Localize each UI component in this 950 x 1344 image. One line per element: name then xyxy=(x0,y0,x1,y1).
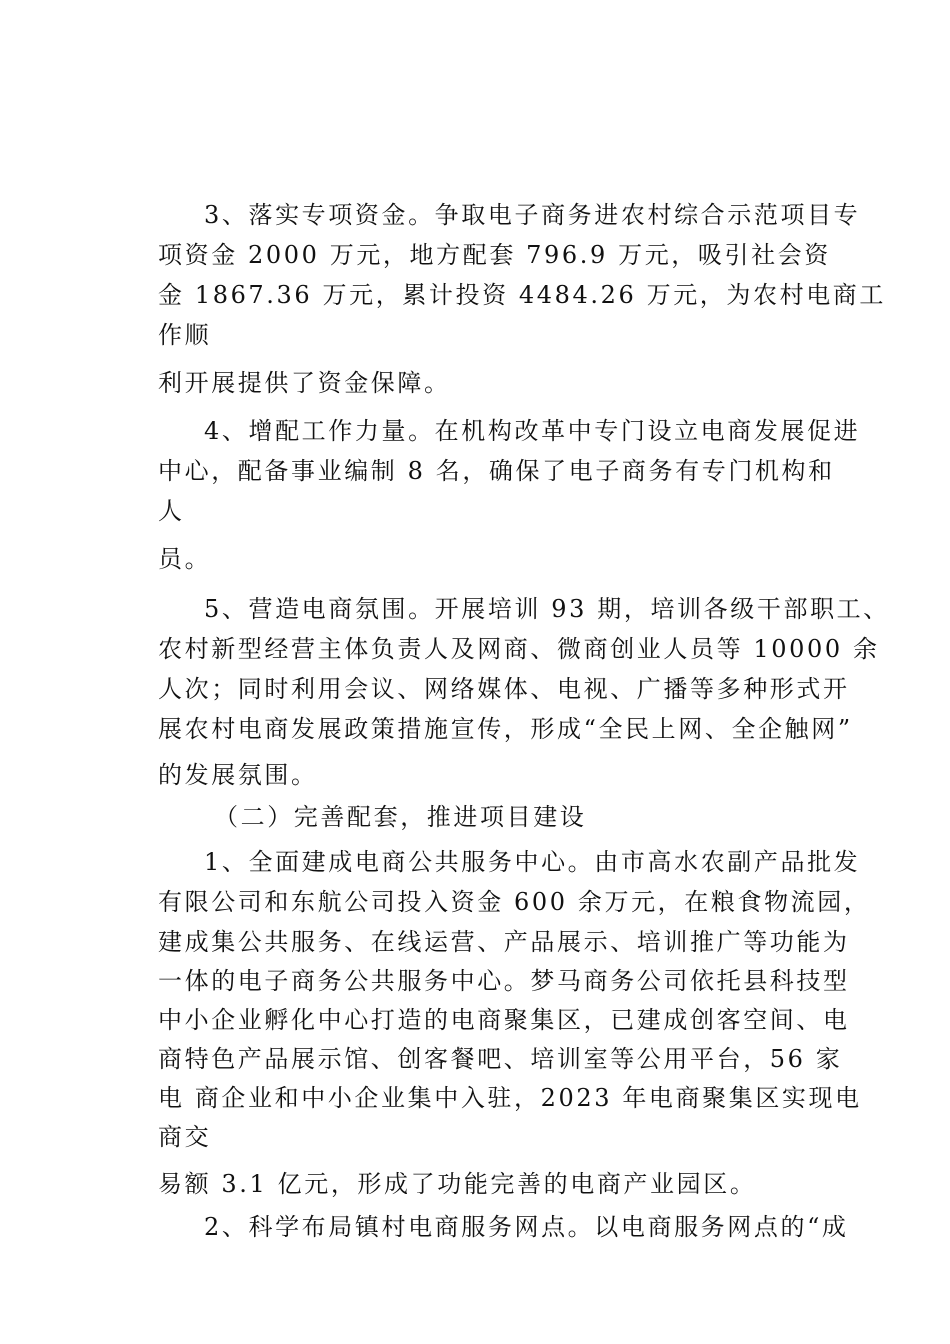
text-line: 4、增配工作力量。在机构改革中专门设立电商发展促进 xyxy=(204,417,861,445)
text-line: 人 xyxy=(158,497,185,525)
text-line: 作顺 xyxy=(158,321,212,349)
text-line: 有限公司和东航公司投入资金 600 余万元，在粮食物流园， xyxy=(158,888,871,916)
text-line: 展农村电商发展政策措施宣传，形成“全民上网、全企触网” xyxy=(158,715,853,743)
text-line: 农村新型经营主体负责人及网商、微商创业人员等 10000 余 xyxy=(158,635,880,663)
text-line: 金 1867.36 万元，累计投资 4484.26 万元，为农村电商工 xyxy=(158,281,887,309)
text-line: 利开展提供了资金保障。 xyxy=(158,369,451,397)
text-line: 的发展氛围。 xyxy=(158,761,318,789)
text-line: 中小企业孵化中心打造的电商聚集区，已建成创客空间、电 xyxy=(158,1006,850,1034)
text-line: 电 商企业和中小企业集中入驻，2023 年电商聚集区实现电 xyxy=(158,1084,862,1112)
text-line: 员。 xyxy=(158,545,212,573)
text-line: 项资金 2000 万元，地方配套 796.9 万元，吸引社会资 xyxy=(158,241,831,269)
section-heading: （二）完善配套，推进项目建设 xyxy=(214,803,587,831)
text-line: 人次；同时利用会议、网络媒体、电视、广播等多种形式开 xyxy=(158,675,850,703)
text-line: 商交 xyxy=(158,1123,212,1151)
text-line: 建成集公共服务、在线运营、产品展示、培训推广等功能为 xyxy=(158,928,850,956)
text-line: 易额 3.1 亿元，形成了功能完善的电商产业园区。 xyxy=(158,1170,757,1198)
text-line: 商特色产品展示馆、创客餐吧、培训室等公用平台，56 家 xyxy=(158,1045,843,1073)
text-line: 一体的电子商务公共服务中心。梦马商务公司依托县科技型 xyxy=(158,967,850,995)
text-line: 2、科学布局镇村电商服务网点。以电商服务网点的“成 xyxy=(204,1213,849,1241)
text-line: 3、落实专项资金。争取电子商务进农村综合示范项目专 xyxy=(204,201,861,229)
text-line: 5、营造电商氛围。开展培训 93 期，培训各级干部职工、 xyxy=(204,595,890,623)
text-line: 中心，配备事业编制 8 名，确保了电子商务有专门机构和 xyxy=(158,457,835,485)
text-line: 1、全面建成电商公共服务中心。由市高水农副产品批发 xyxy=(204,848,861,876)
